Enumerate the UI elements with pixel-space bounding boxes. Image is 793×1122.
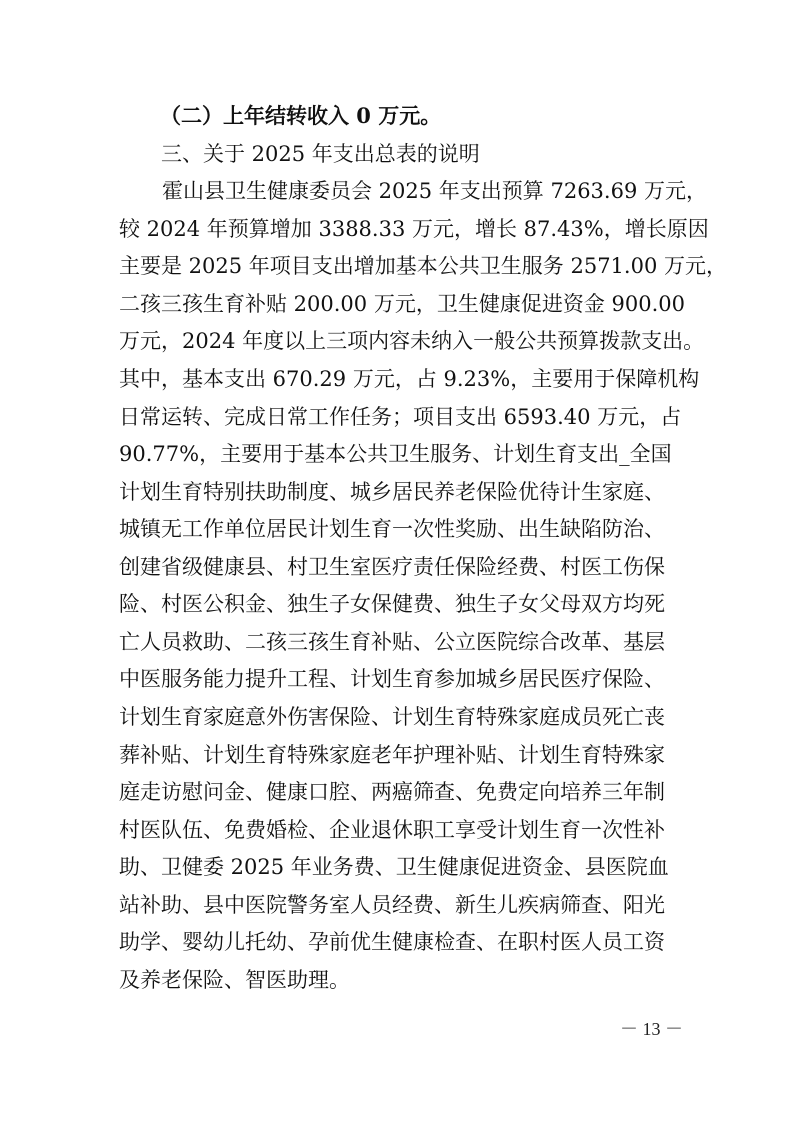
section-title-expenditure-summary: 三、关于 2025 年支出总表的说明	[161, 142, 480, 166]
paragraph-line: 90.77%，主要用于基本公共卫生服务、计划生育支出_全国	[119, 442, 672, 466]
paragraph-line: 葬补贴、计划生育特殊家庭老年护理补贴、计划生育特殊家	[119, 743, 665, 767]
paragraph-line: 亡人员救助、二孩三孩生育补贴、公立医院综合改革、基层	[119, 630, 665, 654]
paragraph-line: 中医服务能力提升工程、计划生育参加城乡居民医疗保险、	[119, 667, 665, 691]
paragraph-line: 计划生育家庭意外伤害保险、计划生育特殊家庭成员死亡丧	[119, 705, 665, 729]
paragraph-line: 二孩三孩生育补贴 200.00 万元，卫生健康促进资金 900.00	[119, 292, 685, 316]
paragraph-line: 日常运转、完成日常工作任务；项目支出 6593.40 万元，占	[119, 405, 682, 429]
paragraph-line: 助、卫健委 2025 年业务费、卫生健康促进资金、县医院血	[119, 855, 669, 879]
paragraph-line: 其中，基本支出 670.29 万元，占 9.23%，主要用于保障机构	[119, 367, 700, 391]
paragraph-line: 村医队伍、免费婚检、企业退休职工享受计划生育一次性补	[119, 818, 665, 842]
page-number: － 13 －	[620, 1019, 683, 1039]
paragraph-line: 较 2024 年预算增加 3388.33 万元，增长 87.43%，增长原因	[119, 217, 709, 241]
paragraph-line: 创建省级健康县、村卫生室医疗责任保险经费、村医工伤保	[119, 555, 665, 579]
paragraph-line: 主要是 2025 年项目支出增加基本公共卫生服务 2571.00 万元，	[119, 254, 727, 278]
paragraph-line: 霍山县卫生健康委员会 2025 年支出预算 7263.69 万元，	[162, 179, 707, 203]
subheading-prior-year-carryover: （二）上年结转收入 0 万元。	[160, 103, 442, 128]
paragraph-line: 万元，2024 年度以上三项内容未纳入一般公共预算拨款支出。	[119, 329, 705, 353]
paragraph-line: 庭走访慰问金、健康口腔、两癌筛查、免费定向培养三年制	[119, 780, 665, 804]
paragraph-line: 助学、婴幼儿托幼、孕前优生健康检查、在职村医人员工资	[119, 930, 665, 954]
paragraph-line: 城镇无工作单位居民计划生育一次性奖励、出生缺陷防治、	[119, 517, 665, 541]
paragraph-line: 计划生育特别扶助制度、城乡居民养老保险优待计生家庭、	[119, 480, 665, 504]
paragraph-line: 站补助、县中医院警务室人员经费、新生儿疾病筛查、阳光	[119, 893, 665, 917]
paragraph-line: 险、村医公积金、独生子女保健费、独生子女父母双方均死	[119, 592, 665, 616]
paragraph-line: 及养老保险、智医助理。	[119, 968, 350, 992]
